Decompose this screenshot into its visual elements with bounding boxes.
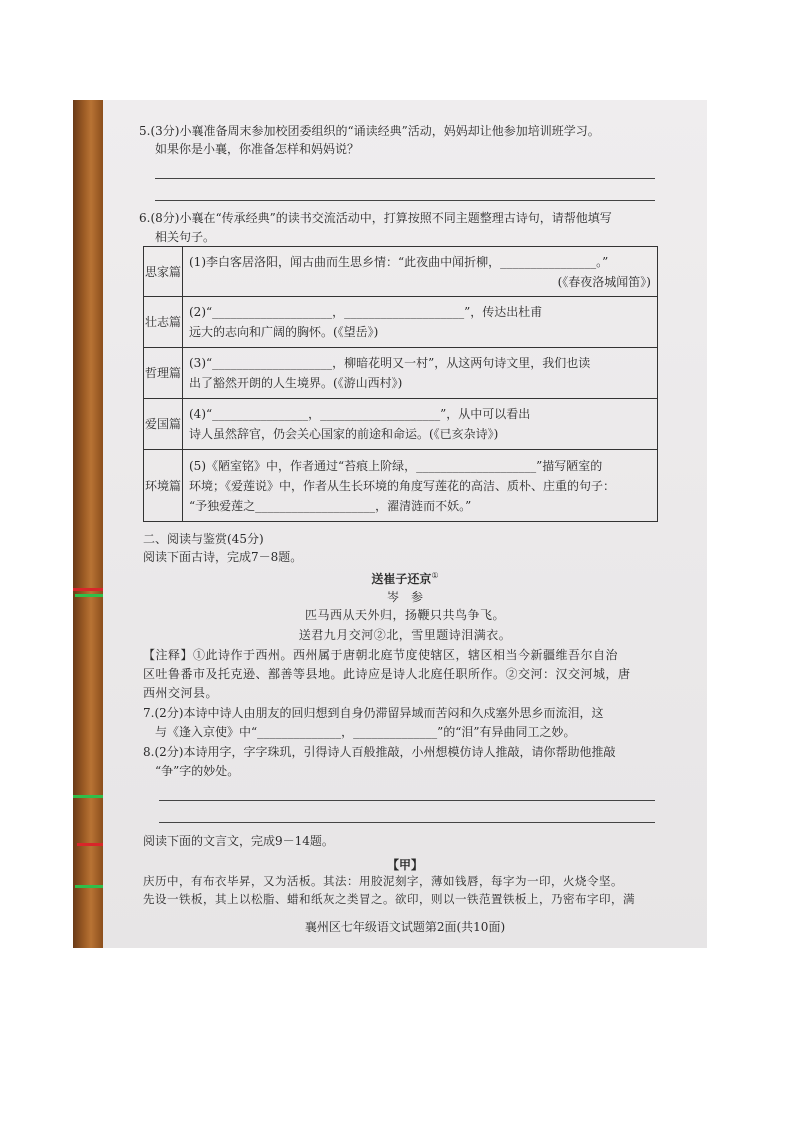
table-row (144, 450, 658, 522)
green-stitch (75, 885, 103, 888)
answer-line[interactable] (155, 178, 655, 179)
section-heading: 二、阅读与鉴赏(45分) (143, 532, 264, 546)
content-cell[interactable] (183, 297, 658, 348)
poem-author: 岑 参 (386, 590, 423, 604)
question-6-text: 6.(8分)小襄在“传承经典”的读书交流活动中，打算按照不同主题整理古诗句，请帮他填写 (139, 211, 612, 225)
poem-title-note: ① (431, 571, 439, 580)
content-text: “予独爱莲之____________________，濯清涟而不妖。” (189, 498, 472, 513)
green-stitch (73, 795, 103, 798)
table-row (144, 399, 658, 450)
page-footer: 襄州区七年级语文试题第2面(共10面) (304, 920, 506, 934)
table-row (144, 348, 658, 399)
category-cell: 哲理篇 (144, 348, 183, 399)
content-text: 出了豁然开朗的人生境界。(《游山西村》) (189, 376, 403, 390)
content-cell[interactable] (183, 450, 658, 522)
content-cell[interactable] (183, 399, 658, 450)
question-5-text: 如果你是小襄，你准备怎样和妈妈说？ (155, 142, 360, 156)
poem-title-text: 送崔子还京 (371, 572, 432, 586)
poem-line: 匹马西从天外归，扬鞭只共鸟争飞。 (304, 608, 505, 622)
reading-intro: 阅读下面的文言文，完成9－14题。 (143, 834, 334, 848)
question-6-text: 相关句子。 (155, 230, 216, 244)
poem-title (103, 570, 707, 587)
poem-line: 送君九月交河②北，雪里题诗泪满衣。 (298, 628, 512, 642)
red-stitch (73, 588, 103, 591)
section-intro: 阅读下面古诗，完成7－8题。 (143, 550, 303, 564)
category-cell: 思家篇 (144, 247, 183, 297)
answer-line[interactable] (159, 822, 655, 823)
exam-paper (103, 100, 707, 948)
content-text: (1)李白客居洛阳，闻古曲而生思乡情：“此夜曲中闻折柳，________________。” (189, 254, 609, 269)
category-cell: 爱国篇 (144, 399, 183, 450)
question-7-text: 7.(2分)本诗中诗人由朋友的回归想到自身仍滞留异域而苦闷和久戍塞外思乡而流泪，这 (143, 706, 604, 720)
content-text: 远大的志向和广阔的胸怀。(《望岳》) (189, 325, 379, 339)
content-cell[interactable] (183, 247, 658, 297)
category-cell: 壮志篇 (144, 297, 183, 348)
green-stitch (75, 594, 103, 597)
passage-text: 庆历中，有布衣毕昇，又为活板。其法：用胶泥刻字，薄如钱唇，每字为一印，火烧令坚。 (143, 874, 623, 888)
question-8-text: 8.(2分)本诗用字，字字珠玑，引得诗人百般推敲，小州想模仿诗人推敲，请你帮助他推敲 (143, 745, 616, 759)
annotation-text: 区吐鲁番市及托克逊、鄯善等县地。此诗应是诗人北庭任职所作。②交河：汉交河城，唐 (143, 667, 631, 681)
question-5-text: 5.(3分)小襄准备周末参加校团委组织的“诵读经典”活动，妈妈却让他参加培训班学习。 (139, 124, 600, 138)
content-cell[interactable] (183, 348, 658, 399)
content-text: (2)“____________________，____________________”，传达出杜甫 (189, 305, 543, 319)
annotation-text: 【注释】①此诗作于西州。西州属于唐朝北庭节度使辖区，辖区相当今新疆维吾尔自治 (143, 648, 619, 662)
content-text: 诗人虽然辞官，仍会关心国家的前途和命运。(《已亥杂诗》) (189, 427, 499, 441)
passage-text: 先设一铁板，其上以松脂、蜡和纸灰之类冒之。欲印，则以一铁范置铁板上，乃密布字印，满 (143, 892, 635, 906)
question-8-text: “争”字的妙处。 (155, 764, 240, 778)
book-binding (73, 100, 103, 948)
content-text: (5)《陋室铭》中，作者通过“苔痕上阶绿，____________________”描写陋室的 (189, 458, 603, 473)
content-source: (《春夜洛城闻笛》) (557, 274, 651, 289)
red-stitch (77, 843, 103, 846)
answer-line[interactable] (159, 800, 655, 801)
content-text: 环境；《爱莲说》中，作者从生长环境的角度写莲花的高洁、质朴、庄重的句子： (189, 478, 616, 493)
passage-heading: 【甲】 (386, 858, 423, 872)
poetry-table (143, 246, 658, 522)
exam-page-photo (73, 100, 707, 948)
question-7-text: 与《逢入京使》中“______________，______________”的“泪”有异曲同工之妙。 (155, 725, 576, 739)
category-cell: 环境篇 (144, 450, 183, 522)
annotation-text: 西州交河县。 (143, 686, 219, 700)
answer-line[interactable] (155, 200, 655, 201)
content-text: (3)“____________________，柳暗花明又一村”，从这两句诗文里，我们也读 (189, 356, 591, 370)
table-row (144, 297, 658, 348)
table-row (144, 247, 658, 297)
content-text: (4)“________________，____________________”，从中可以看出 (189, 407, 531, 421)
